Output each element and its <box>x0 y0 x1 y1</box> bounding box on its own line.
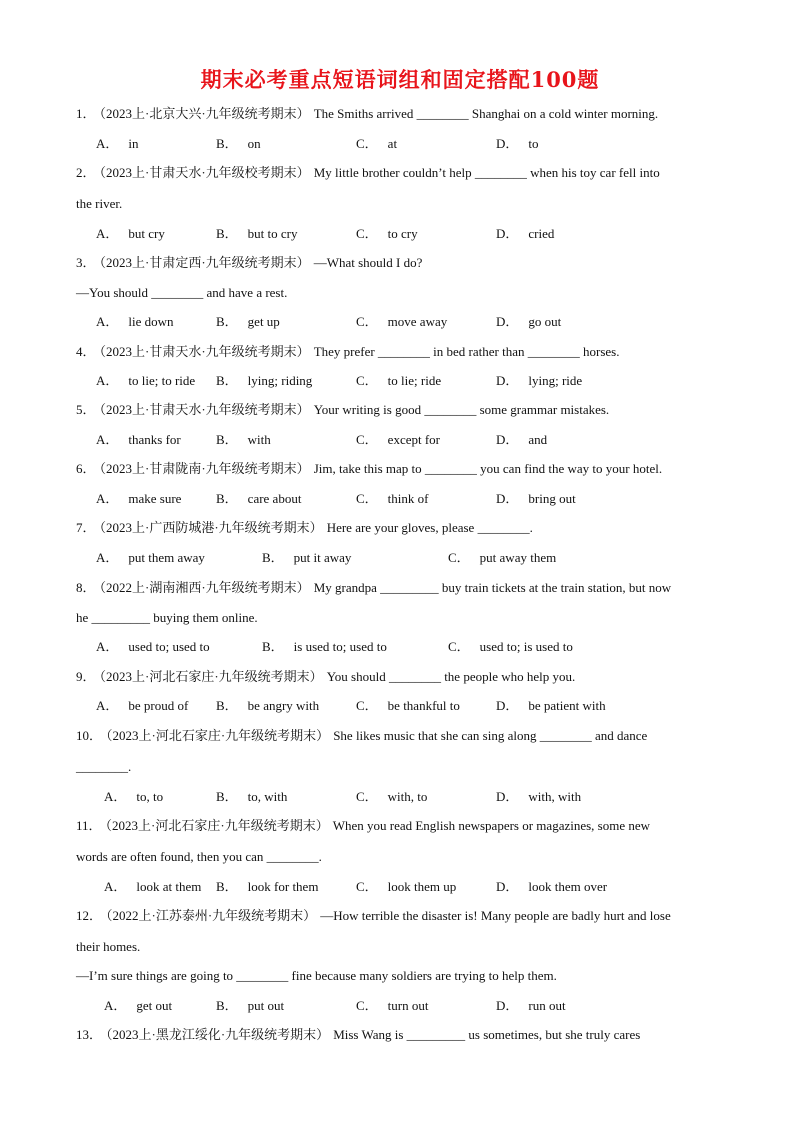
question-source: （2023上·黑龙江绥化·九年级统考期末） <box>106 1027 330 1042</box>
option-c: C． to cry <box>356 226 418 241</box>
option-d: D． with, with <box>496 789 582 804</box>
option-a: A． to, to <box>104 789 164 804</box>
question-text-continued: he _________ buying them online. <box>76 610 258 625</box>
option-d: D． go out <box>496 314 562 329</box>
option-b: B． care about <box>216 491 302 506</box>
question-stem <box>76 578 671 598</box>
question-number: 3． <box>76 255 96 270</box>
question-source: （2023上·甘肃天水·九年级校考期末） <box>99 165 310 180</box>
question-text: Jim, take this map to ________ you can find the way to your hotel. <box>313 461 663 476</box>
question-text: Your writing is good ________ some grammar mistakes. <box>313 402 610 417</box>
question-source: （2023上·河北石家庄·九年级统考期末） <box>106 728 330 743</box>
question-number: 9． <box>76 669 96 684</box>
option-c: C． except for <box>356 432 441 447</box>
question-text-continued: their homes. <box>76 939 141 954</box>
option-b: B． to, with <box>216 789 288 804</box>
option-a: A． lie down <box>96 314 174 329</box>
option-b: B． lying; riding <box>216 373 313 388</box>
question-source: （2023上·北京大兴·九年级统考期末） <box>99 106 310 121</box>
option-a: A． to lie; to ride <box>96 373 196 388</box>
option-b: B． put out <box>216 998 285 1013</box>
question-source: （2023上·甘肃天水·九年级统考期末） <box>99 402 310 417</box>
question-stem <box>76 163 660 183</box>
question-text: My little brother couldn’t help ________ when his toy car fell into <box>313 165 660 180</box>
option-a: A． look at them <box>104 879 202 894</box>
option-d: D． and <box>496 432 548 447</box>
option-a: A． but cry <box>96 226 165 241</box>
question-source: （2023上·甘肃陇南·九年级统考期末） <box>99 461 310 476</box>
option-c: C． think of <box>356 491 429 506</box>
option-b: B． get up <box>216 314 280 329</box>
question-text: —What should I do? <box>313 255 423 270</box>
question-stem <box>76 726 647 746</box>
option-c: C． put away them <box>448 550 557 565</box>
option-a: A． get out <box>104 998 173 1013</box>
question-number: 13． <box>76 1027 103 1042</box>
question-text: Miss Wang is _________ us sometimes, but she truly cares <box>333 1027 641 1042</box>
option-c: C． turn out <box>356 998 429 1013</box>
question-stem <box>76 906 671 926</box>
option-a: A． thanks for <box>96 432 181 447</box>
question-text: Here are your gloves, please ________. <box>326 520 533 535</box>
question-text: The Smiths arrived ________ Shanghai on a cold winter morning. <box>313 106 659 121</box>
option-b: B． with <box>216 432 271 447</box>
question-number: 7． <box>76 520 96 535</box>
option-c: C． move away <box>356 314 448 329</box>
question-text: When you read English newspapers or magazines, some new <box>332 818 651 833</box>
question-source: （2023上·甘肃定西·九年级统考期末） <box>99 255 310 270</box>
question-stem <box>76 816 650 836</box>
question-number: 1． <box>76 106 96 121</box>
question-stem <box>76 342 619 362</box>
option-c: C． to lie; ride <box>356 373 442 388</box>
question-text: My grandpa _________ buy train tickets at the train station, but now <box>313 580 672 595</box>
question-text: She likes music that she can sing along ________ and dance <box>333 728 648 743</box>
page-title: 期末必考重点短语词组和固定搭配100题 <box>200 67 600 92</box>
question-number: 8． <box>76 580 96 595</box>
option-b: B． be angry with <box>216 698 320 713</box>
question-source: （2022上·江苏泰州·九年级统考期末） <box>106 908 317 923</box>
option-c: C． with, to <box>356 789 428 804</box>
option-a: A． be proud of <box>96 698 189 713</box>
question-number: 4． <box>76 344 96 359</box>
question-source: （2023上·广西防城港·九年级统考期末） <box>99 520 323 535</box>
option-d: D． run out <box>496 998 566 1013</box>
question-stem <box>76 1025 640 1045</box>
option-b: B． is used to; used to <box>262 639 387 654</box>
option-d: D． cried <box>496 226 555 241</box>
question-text: —How terrible the disaster is! Many people are badly hurt and lose <box>320 908 671 923</box>
option-c: C． at <box>356 136 398 151</box>
option-b: B． put it away <box>262 550 352 565</box>
question-text-continued: words are often found, then you can ________. <box>76 849 322 864</box>
question-stem <box>76 400 609 420</box>
question-stem <box>76 253 422 273</box>
question-stem <box>76 104 658 124</box>
option-b: B． look for them <box>216 879 319 894</box>
option-a: A． in <box>96 136 139 151</box>
option-b: B． but to cry <box>216 226 298 241</box>
question-number: 5． <box>76 402 96 417</box>
option-c: C． used to; is used to <box>448 639 573 654</box>
option-c: C． be thankful to <box>356 698 460 713</box>
question-text: You should ________ the people who help you. <box>326 669 576 684</box>
option-a: A． put them away <box>96 550 205 565</box>
question-text-continued: ________. <box>76 759 132 774</box>
option-b: B． on <box>216 136 261 151</box>
question-source: （2023上·河北石家庄·九年级统考期末） <box>99 669 323 684</box>
option-c: C． look them up <box>356 879 457 894</box>
question-number: 12． <box>76 908 103 923</box>
option-d: D． be patient with <box>496 698 606 713</box>
option-d: D． to <box>496 136 539 151</box>
question-source: （2023上·河北石家庄·九年级统考期末） <box>105 818 329 833</box>
question-number: 6． <box>76 461 96 476</box>
option-a: A． make sure <box>96 491 182 506</box>
question-number: 10． <box>76 728 103 743</box>
question-source: （2022上·湖南湘西·九年级统考期末） <box>99 580 310 595</box>
question-stem <box>76 459 662 479</box>
question-stem <box>76 518 533 538</box>
question-text-continued: —You should ________ and have a rest. <box>76 285 288 300</box>
question-text-continued: —I’m sure things are going to ________ fine because many soldiers are trying to help them. <box>76 968 557 983</box>
option-d: D． lying; ride <box>496 373 583 388</box>
question-text: They prefer ________ in bed rather than ________ horses. <box>313 344 620 359</box>
question-number: 2． <box>76 165 96 180</box>
question-source: （2023上·甘肃天水·九年级统考期末） <box>99 344 310 359</box>
question-text-continued: the river. <box>76 196 123 211</box>
question-stem <box>76 667 575 687</box>
option-d: D． look them over <box>496 879 608 894</box>
option-d: D． bring out <box>496 491 576 506</box>
question-number: 11． <box>76 818 102 833</box>
option-a: A． used to; used to <box>96 639 210 654</box>
